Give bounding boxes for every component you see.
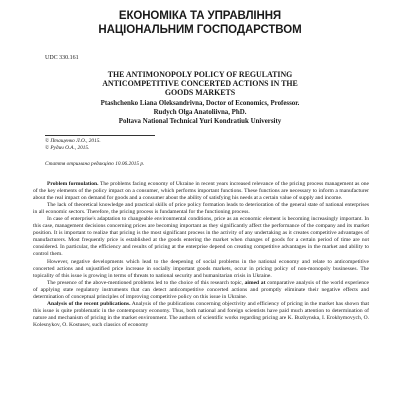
paragraph [33,216,369,258]
copyright-divider [45,135,155,136]
paragraph-text: The problems facing economy of Ukraine in recent years increased relevance of the pricing process management as one of the key elements of the policy impact on a consumer, which performs important functions. These functions are necessary to inform a manufacturer about the real impact on demand for goods and a consumer about the ability of satisfying his needs at a certain value of supply and income. [33,181,369,202]
affiliation: Poltava National Technical Yuri Kondratiuk University [118,118,282,125]
article-title-line-3: GOODS MARKETS [164,88,236,97]
paragraph-text: The lack of theoretical knowledge and practical skills of price policy formation leads to deterioration of the general state of national enterprises in all economic sectors. Therefore, the pricing process is fundamental for the functioning process. [33,202,369,216]
paragraph-problem-formulation [33,181,369,202]
paragraph-aim [33,280,369,301]
paragraph-text: However, negative developments which lead to the deepening of social problems in the national economy and relate to anticompetitive concerted actions and unjustified price increase in socially important goods markets, occur in pricing policy of non-monopoly businesses. The topicality of this issue is growing in terms of threats to national security and humanitarian crisis in Ukraine. [33,258,369,279]
copyright-line-1: © Птащенко Л.О., 2015. [45,138,101,144]
received-date: Стаття отримана редакцією 10.06.2015 р. [45,161,145,167]
heading-recent-publications: Analysis of the recent publications. [47,300,131,307]
author-line-1: Ptashchenko Liana Oleksandrivna, Doctor of Economics, Professor. [100,100,300,107]
journal-section-title-line-1: ЕКОНОМІКА ТА УПРАВЛІННЯ [118,10,282,22]
paragraph-text: Analysis of the publications concerning objectivity and efficiency of pricing in the market has shown that this issue is quite problematic in the contemporary economy. Thus, both national and foreign scientists have paid much attention to determination of nature and mechanism of pricing in the market environment. The authors of scientific works regarding pricing are K. Buzhynska, I. Erokhymovych, O. Kolesnykov, O. Kostusev, such classics of economy [33,300,369,328]
author-line-2: Rudych Olga Anatoliivna, PhD. [153,109,247,116]
paragraph [33,202,369,216]
paragraph-text: In case of enterprise's adaptation to changeable environmental conditions, price as an economic element is becoming increasingly important. In this case, management decisions concerning prices are becoming important as they significantly affect the performance of the company and its market position. It is important to realize that pricing is the most significant process in the activity of any undertaking as it creates competitive advantages of manufacturers. Most frequently price is established at the goods entering the market when changes of goods for a certain period of time are not considered. In particular, the efficiency and results of pricing at the enterprise depend on creating competitive advantages in the market and ability to control them. [33,216,369,258]
paragraph-recent-publications [33,301,369,329]
udc-code: UDC 330.161 [45,55,79,61]
article-body [33,181,369,400]
journal-section-title-line-2: НАЦІОНАЛЬНИМ ГОСПОДАРСТВОМ [98,24,302,36]
copyright-line-2: © Рудич О.А., 2015. [45,145,90,151]
aim-label: aimed at [244,279,266,286]
heading-problem-formulation: Problem formulation. [47,181,99,187]
article-title-line-2: ANTICOMPETITIVE CONCERTED ACTIONS IN THE [102,79,298,88]
paragraph-text: The presence of the above-mentioned problems led to the choice of this research topic, [47,279,245,286]
article-title-line-1: THE ANTIMONOPOLY POLICY OF REGULATING [107,70,293,79]
paragraph [33,259,369,280]
paragraph-text: comparative analysis of the world experience of applying state regulatory instruments that can detect anticompetitive concerted actions and promptly eliminate their negative effects and determination of conceptual principles of improving competitive policy on this issue in Ukraine. [33,279,369,300]
